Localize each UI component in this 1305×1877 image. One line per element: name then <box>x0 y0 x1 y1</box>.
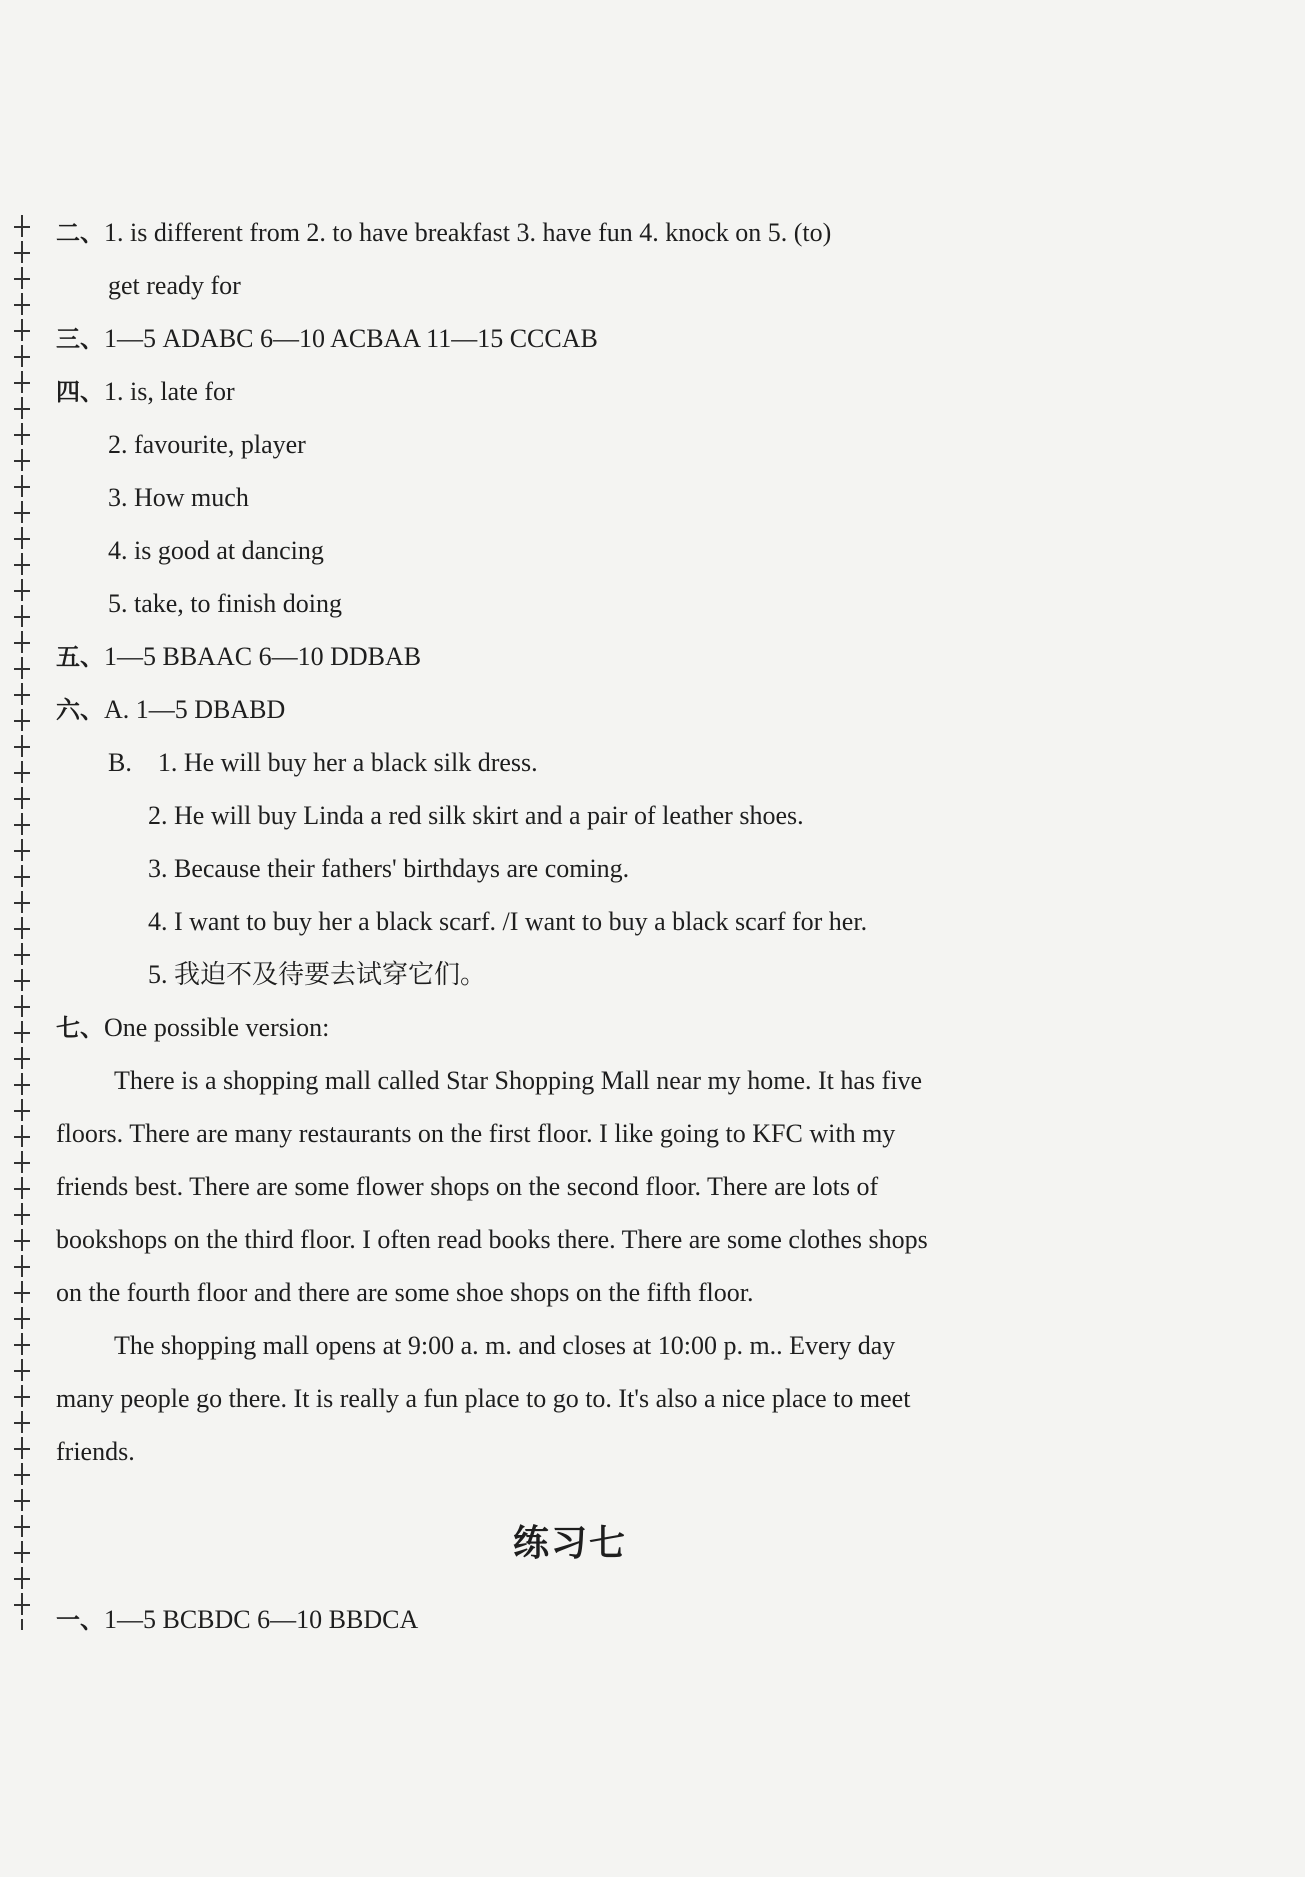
sec4-item-2: 2. favourite, player <box>108 430 306 459</box>
sec6-b-line1 <box>108 746 538 780</box>
sec4-item-5: 5. take, to finish doing <box>108 589 342 618</box>
sec7-para2-line3: friends. <box>56 1437 135 1466</box>
sec2-line1 <box>56 216 831 250</box>
sec7-para2-line2: many people go there. It is really a fun place to go to. It's also a nice place to meet <box>56 1384 911 1413</box>
sec3-text: 1—5 ADABC 6—10 ACBAA 11—15 CCCAB <box>104 324 598 353</box>
sec6-label: 六、 <box>56 696 104 724</box>
sec6-b-item-3: 3. Because their fathers' birthdays are coming. <box>148 854 630 883</box>
sec4-line1 <box>56 375 235 409</box>
sec6-line-a <box>56 693 285 727</box>
sec4-item-4: 4. is good at dancing <box>108 536 324 565</box>
sec6-a: A. 1—5 DBABD <box>104 695 286 724</box>
sec1-label: 一、 <box>56 1606 104 1634</box>
sec6-b-label: B. <box>108 748 132 777</box>
sec6-b-item-2: 2. He will buy Linda a red silk skirt and a pair of leather shoes. <box>148 801 804 830</box>
sec3-label: 三、 <box>56 325 104 353</box>
sec7-label: 七、 <box>56 1014 104 1042</box>
sec5-label: 五、 <box>56 643 104 671</box>
sec2-line2: get ready for <box>108 271 241 300</box>
sec2-label: 二、 <box>56 219 104 247</box>
sec4-item-3: 3. How much <box>108 483 249 512</box>
sec6-b-item-1: 1. He will buy her a black silk dress. <box>157 748 538 777</box>
sec7-para2-line1: The shopping mall opens at 9:00 a. m. and closes at 10:00 p. m.. Every day <box>114 1331 896 1360</box>
sec5-text: 1—5 BBAAC 6—10 DDBAB <box>104 642 422 671</box>
sec1-text: 1—5 BCBDC 6—10 BBDCA <box>104 1605 419 1634</box>
sec7-intro-line <box>56 1011 329 1045</box>
sec7-para1-line3: friends best. There are some flower shops on the second floor. There are lots of <box>56 1172 879 1201</box>
sec6-b-item-5: 5. 我迫不及待要去试穿它们。 <box>148 960 487 989</box>
sec7-para1-line2: floors. There are many restaurants on the first floor. I like going to KFC with my <box>56 1119 896 1148</box>
sec5-line <box>56 640 421 674</box>
sec7-para1-line4: bookshops on the third floor. I often read books there. There are some clothes shops <box>56 1225 928 1254</box>
sec7-para1-line5: on the fourth floor and there are some shoe shops on the fifth floor. <box>56 1278 754 1307</box>
sec7-para1-line1: There is a shopping mall called Star Shopping Mall near my home. It has five <box>114 1066 922 1095</box>
binding-ticks <box>14 215 30 1630</box>
sec4-label: 四、 <box>56 378 104 406</box>
sec2-text1: 1. is different from 2. to have breakfast 3. have fun 4. knock on 5. (to) <box>104 218 832 247</box>
sec1-line <box>56 1603 418 1637</box>
sec6-b-item-4: 4. I want to buy her a black scarf. /I want to buy a black scarf for her. <box>148 907 868 936</box>
sec7-intro: One possible version: <box>104 1013 330 1042</box>
sec4-item-1: 1. is, late for <box>104 377 235 406</box>
sec3-line <box>56 322 598 356</box>
exercise-heading: 练习七 <box>512 1523 627 1564</box>
